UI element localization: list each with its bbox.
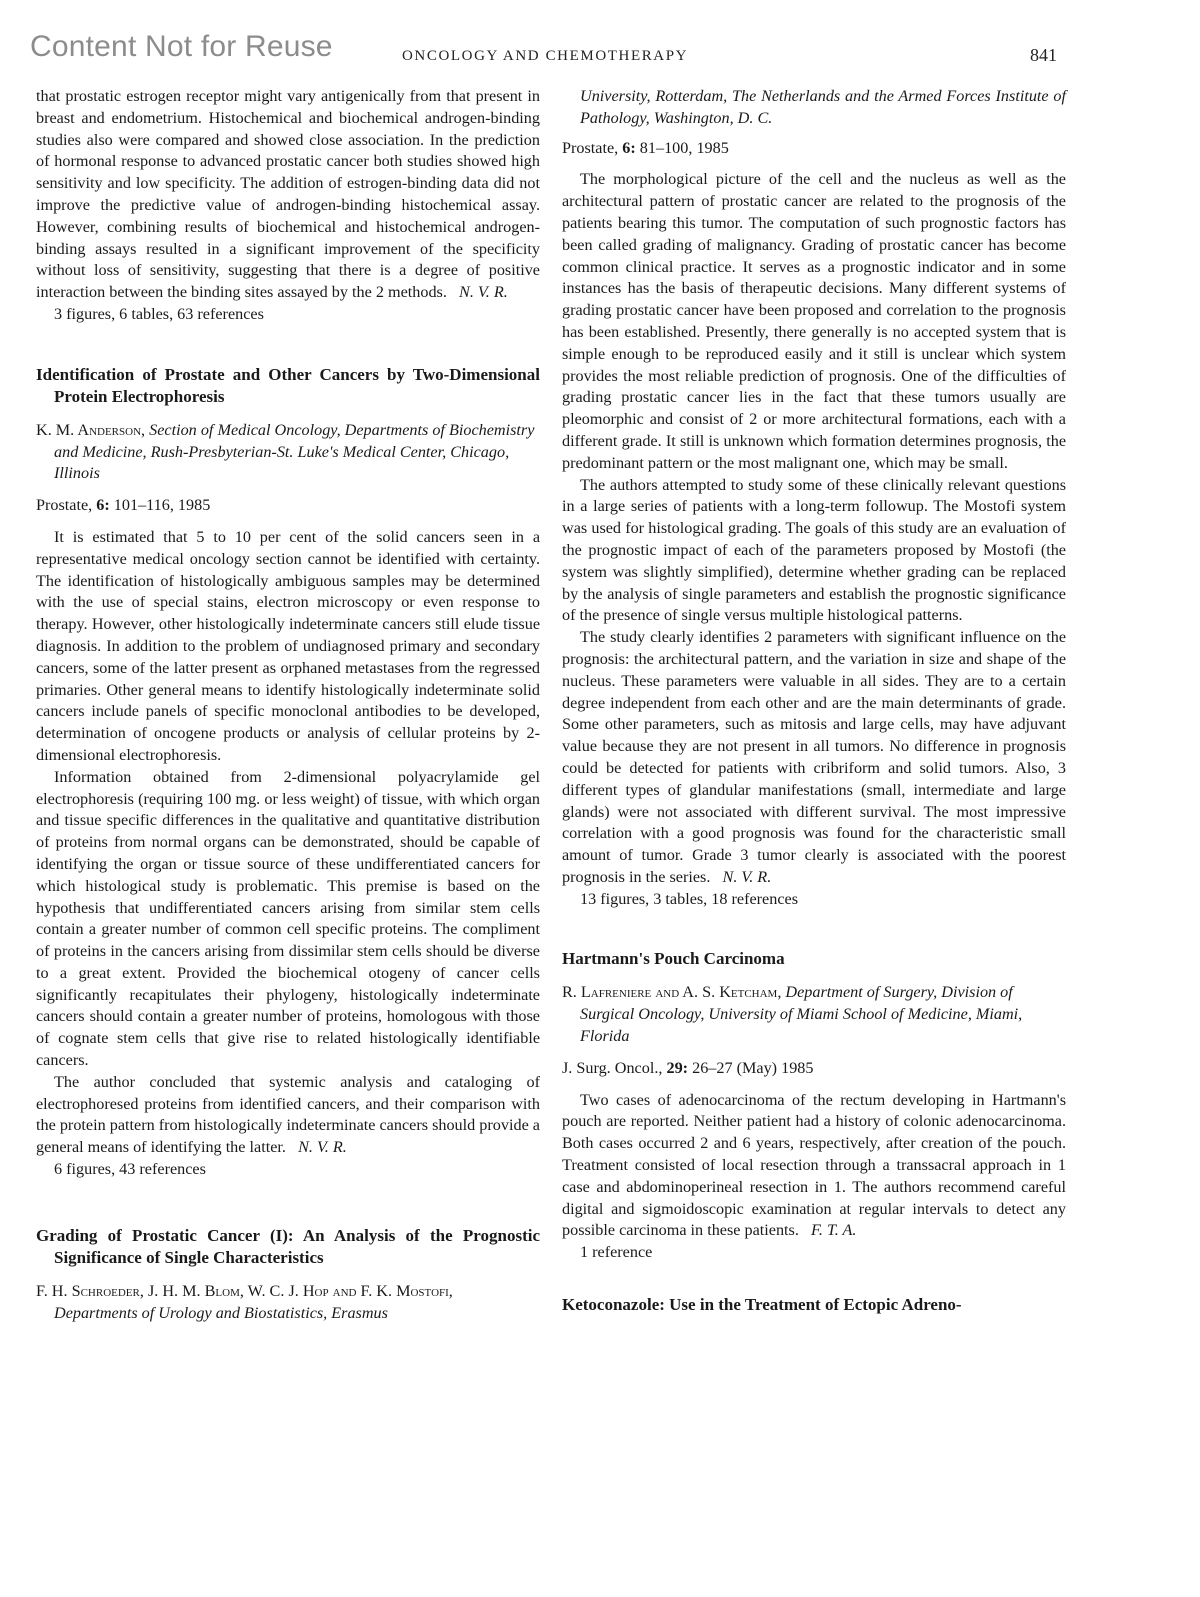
figures-note: 1 reference bbox=[580, 1243, 653, 1262]
abstractor-initials: N. V. R. bbox=[298, 1138, 347, 1157]
abstract-paragraph: Information obtained from 2-dimensional polyacrylamide gel electrophoresis (requiring 100 mg. or less weight) of tissue, with which organ and tissue specific differences in the qualitative and quantitative distribution of proteins from normal organs can be demonstrated, should be capable of identifying the organ or tissue source of these undifferentiated cancers for which histological study is problematic. This premise is based on the hypothesis that undifferentiated cancers arising from similar stem cells contain a greater number of common cell specific proteins. The compliment of proteins in the cancers arising from dissimilar stem cells should be diverse to a great extent. Provided the biochemical otogeny of cancer cells significantly recapitulates their phylogeny, histologically indeterminate cancers should contain a greater number of proteins, homologous with those of cognate stem cells that give rise to related histologically identifiable cancers. bbox=[36, 767, 540, 1070]
abstract-citation: Prostate, 6: 101–116, 1985 bbox=[36, 496, 211, 515]
abstract-paragraph: The study clearly identifies 2 parameters with significant influence on the prognosis: the architectural pattern, and the variation in size and shape of the nucleus. These parameters were valuable in all sides. They are to a certain degree independent from each other and are the main determinants of grade. Some other parameters, such as mitosis and large cells, may have adjuvant value because they are not present in all tumors. No difference in prognosis could be detected for patients with cribriform and solid tumors. Also, 3 different types of glandular manifestations (small, intermediate and large glands) were not associated with different survival. The most impressive correlation with a good prognosis was found for the characteristic small amount of tumor. Grade 3 tumor clearly is associated with the poorest prognosis in the series. N. V. R. bbox=[562, 628, 1066, 886]
page-number: 841 bbox=[1030, 45, 1057, 65]
abstract-identification-prostate bbox=[36, 364, 540, 1181]
figures-note: 6 figures, 43 references bbox=[54, 1160, 206, 1179]
figures-note: 3 figures, 6 tables, 63 references bbox=[54, 304, 264, 323]
abstract-ketoconazole bbox=[562, 1294, 1066, 1316]
abstract-citation: Prostate, 6: 81–100, 1985 bbox=[562, 138, 729, 157]
left-column bbox=[36, 86, 540, 1324]
abstract-paragraph: It is estimated that 5 to 10 per cent of the solid cancers seen in a representative medical oncology section cannot be identified with certainty. The identification of histologically ambiguous samples may be determined with the use of special stains, electron microscopy or even response to therapy. However, other histologically indeterminate cancers still elude tissue diagnosis. In addition to the problem of undiagnosed primary and secondary cancers, some of the latter present as orphaned metastases from the regressed primaries. Other general means to identify histologically indeterminate solid cancers include panels of specific monoclonal antibodies to be developed, determination of oncogene products or analysis of cellular proteins by 2-dimensional electrophoresis. bbox=[36, 527, 540, 764]
abstract-title: Ketoconazole: Use in the Treatment of Ectopic Adreno- bbox=[562, 1295, 962, 1315]
abstract-title: Hartmann's Pouch Carcinoma bbox=[562, 949, 785, 969]
abstract-grading-prostatic-cancer bbox=[36, 1225, 540, 1325]
abstractor-initials: N. V. R. bbox=[459, 283, 508, 302]
abstractor-initials: N. V. R. bbox=[722, 867, 772, 886]
abstract-affiliation-continued: University, Rotterdam, The Netherlands and the Armed Forces Institute of Pathology, Washington, D. C. bbox=[580, 87, 1066, 127]
abstract-paragraph: The authors attempted to study some of these clinically relevant questions in a large series of patients with a long-term followup. The Mostofi system was used for histological grading. The goals of this study are an evaluation of the prognostic impact of each of the parameters proposed by Mostofi (the system was slightly simplified), determine whether grading can be replaced by the analysis of single parameters and establish the prognostic significance of the presence of single versus multiple histological patterns. bbox=[562, 475, 1066, 625]
watermark: Content Not for Reuse bbox=[30, 30, 333, 63]
abstract-paragraph: The author concluded that systemic analysis and cataloging of electrophoresed proteins from identified cancers, and their comparison with the protein pattern from histologically indeterminate cancers should provide a general means of identifying the latter. N. V. R. bbox=[36, 1072, 540, 1157]
abstract-title: Identification of Prostate and Other Cancers by Two-Dimensional Protein Electrophoresis bbox=[36, 364, 540, 406]
abstractor-initials: F. T. A. bbox=[811, 1221, 857, 1240]
carryover-paragraph: that prostatic estrogen receptor might vary antigenically from that present in breast and endometrium. Histochemical and biochemical androgen-binding studies also were compared and showed close association. In the prediction of hormonal response to advanced prostatic cancer both studies showed high sensitivity and low specificity. The addition of estrogen-binding data did not improve the predictive value of androgen-binding histochemical assay. However, combining results of biochemical and histochemical androgen-binding assays resulted in a significant improvement of the specificity without loss of sensitivity, suggesting that there is a degree of positive interaction between the binding sites assayed by the 2 methods. N. V. R. bbox=[36, 87, 540, 302]
abstract-hartmanns-pouch bbox=[562, 948, 1066, 1264]
abstract-citation: J. Surg. Oncol., 29: 26–27 (May) 1985 bbox=[562, 1058, 814, 1077]
figures-note: 13 figures, 3 tables, 18 references bbox=[580, 889, 798, 908]
right-column bbox=[562, 86, 1066, 1316]
running-head: ONCOLOGY AND CHEMOTHERAPY bbox=[402, 48, 689, 64]
abstract-paragraph: Two cases of adenocarcinoma of the rectum developing in Hartmann's pouch are reported. Neither patient had a history of colonic adenocarcinoma. Both cases occurred 2 and 6 years, respectively, after creation of the pouch. Treatment consisted of local resection through a transsacral approach in 1 case and abdominoperineal resection in 1. The authors recommend careful digital and sigmoidoscopic examination at regular intervals to detect any possible carcinoma in these patients. F. T. A. bbox=[562, 1090, 1066, 1240]
abstract-authors: K. M. Anderson, Section of Medical Oncology, Departments of Biochemistry and Medicine, Rush-Presbyterian-St. Luke's Medical Center, Chicago, Illinois bbox=[36, 420, 535, 483]
abstract-authors: F. H. Schroeder, J. H. M. Blom, W. C. J. Hop and F. K. Mostofi, Departments of Urology and Biostatistics, Erasmus bbox=[36, 1281, 453, 1322]
abstract-authors: R. Lafreniere and A. S. Ketcham, Department of Surgery, Division of Surgical Oncology, University of Miami School of Medicine, Miami, Florida bbox=[562, 983, 1023, 1046]
abstract-title: Grading of Prostatic Cancer (I): An Analysis of the Prognostic Significance of Single Characteristics bbox=[36, 1225, 540, 1267]
abstract-paragraph: The morphological picture of the cell and the nucleus as well as the architectural pattern of prostatic cancer are related to the prognosis of the patients bearing this tumor. The computation of such prognostic factors has been called grading of malignancy. Grading of prostatic cancer has become common clinical practice. It serves as a prognostic indicator and in some instances has the basis of therapeutic decisions. Many different systems of grading prostatic cancer have been proposed and correlation to the prognosis has been established. Presently, there generally is no accepted system that is simple enough to be reproduced easily and it still is unclear which system provides the most reliable prediction of prognosis. One of the difficulties of grading prostatic cancer lies in the fact that these tumors usually are pleomorphic and consist of 2 or more architectural formations, each with a different grade. It still is unknown which formation determines prognosis, the predominant pattern or the most malignant one, which may be small. bbox=[562, 170, 1066, 472]
